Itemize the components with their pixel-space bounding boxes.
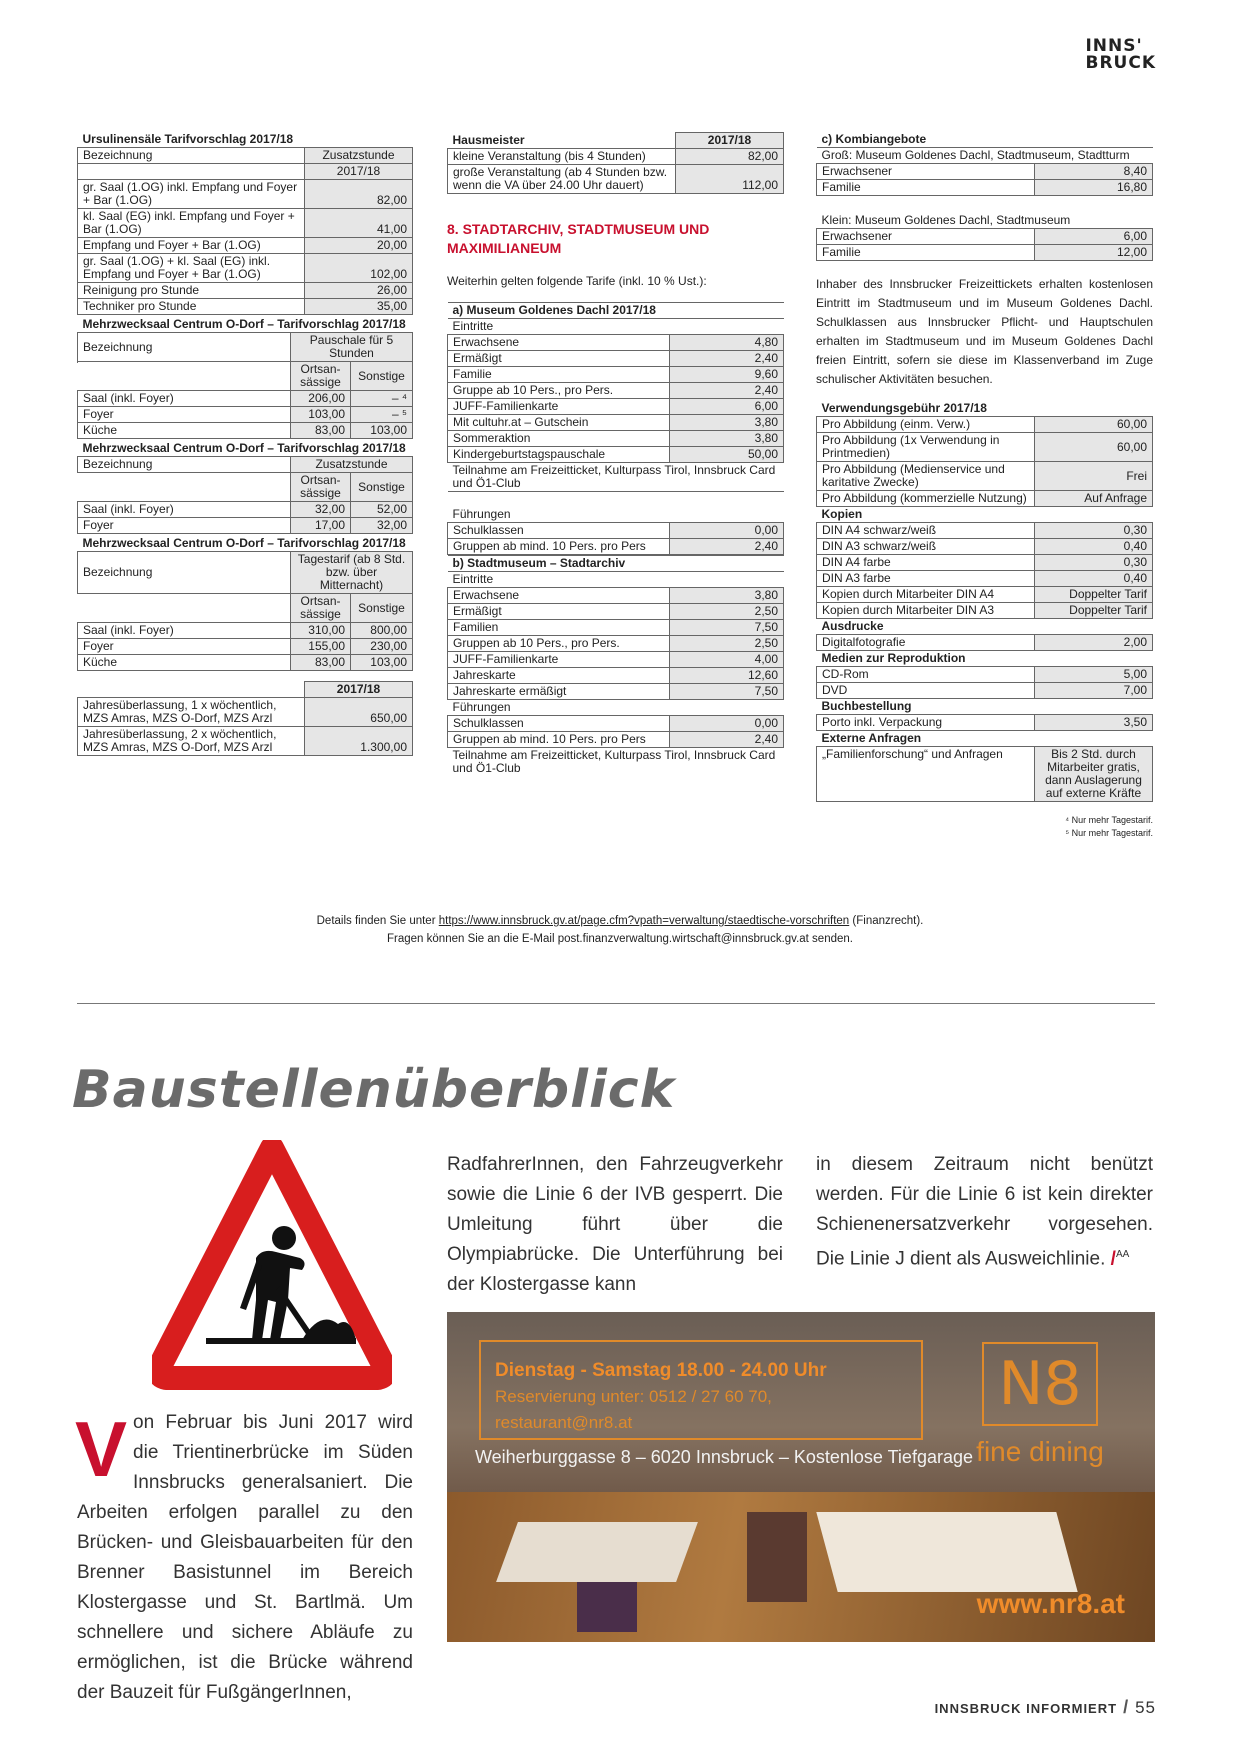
ad-table (816, 1512, 1077, 1592)
table-row: Empfang und Foyer + Bar (1.OG) 20,00 (78, 238, 413, 254)
table-row: Pro Abbildung (1x Verwendung in Printmedien) 60,00 (817, 433, 1153, 462)
ad-hours-box: Dienstag - Samstag 18.00 - 24.00 Uhr Reservierung unter: 0512 / 27 60 70, restaurant@nr8.at (479, 1340, 923, 1440)
table-row: Porto inkl. Verpackung 3,50 (817, 715, 1153, 731)
table-row: Pro Abbildung (kommerzielle Nutzung) Auf Anfrage (817, 491, 1153, 507)
table-row: Schulklassen 0,00 (448, 716, 784, 732)
article-col-3: in diesem Zeitraum nicht benützt werden. Für die Linie 6 ist kein direkter Schienenersatzverkehr vorgesehen. Die Linie J dient als Ausweichlinie. /$^{AA}$ (816, 1154, 1153, 1270)
table-row: Saal (inkl. Foyer) 206,00 – ⁴ (78, 391, 413, 407)
table-stadtmuseum: b) Stadtmuseum – Stadtarchiv Eintritte Erwachsene 3,80 Ermäßigt 2,50 Familien 7,50 Gruppen ab 10 Pers., pro Pers. 2,50 JUFF-Familienkarte 4,00 Jahreskarte 12,60 Jahreskarte ermäßigt 7,50 Führungen Schulklassen 0,00 Gruppen ab mind. 10 Pers. pro Pers 2,40 Teilnahme am Freizeitticket, Kulturpass Tirol, Innsbruck Card und Ö1-Club (447, 555, 784, 776)
table-mzs-zusatz: Mehrzwecksaal Centrum O-Dorf – Tarifvorschlag 2017/18 Bezeichnung Zusatzstunde Ortsan-sässige Sonstige Saal (inkl. Foyer) 32,00 52,00 Foyer 17,00 32,00 (77, 441, 413, 534)
table-row: Familie 12,00 (817, 245, 1153, 261)
table-row: Jahreskarte ermäßigt 7,50 (448, 684, 784, 700)
table-row: Familie 16,80 (817, 180, 1153, 196)
table-jahresueberlassung: 2017/18 Jahresüberlassung, 1 x wöchentlich, MZS Amras, MZS O-Dorf, MZS Arzl 650,00 Jahresüberlassung, 2 x wöchentlich, MZS Amras, MZS O-Dorf, MZS Arzl 1.300,00 (77, 681, 413, 756)
column-2 (447, 132, 784, 776)
table-row: Foyer 103,00 – ⁵ (78, 407, 413, 423)
table-row: Ermäßigt 2,50 (448, 604, 784, 620)
table-row: Gruppen ab 10 Pers., pro Pers. 2,50 (448, 636, 784, 652)
table-row: Saal (inkl. Foyer) 310,00 800,00 (78, 623, 413, 639)
table-row: kl. Saal (EG) inkl. Empfang und Foyer + Bar (1.OG) 41,00 (78, 209, 413, 238)
table-row: CD-Rom 5,00 (817, 667, 1153, 683)
table-row: Kindergeburtstagspauschale 50,00 (448, 447, 784, 463)
table-row: Foyer 17,00 32,00 (78, 518, 413, 534)
table-row: Saal (inkl. Foyer) 32,00 52,00 (78, 502, 413, 518)
table-row: kleine Veranstaltung (bis 4 Stunden) 82,00 (448, 149, 784, 165)
column-1 (77, 132, 413, 756)
table-row: Gruppen ab mind. 10 Pers. pro Pers 2,40 (448, 539, 784, 555)
ad-table (496, 1522, 698, 1582)
table-row: DIN A4 schwarz/weiß 0,30 (817, 523, 1153, 539)
table-row: DVD 7,00 (817, 683, 1153, 699)
ad-url[interactable]: www.nr8.at (976, 1588, 1125, 1619)
end-slash-icon: / (1110, 1248, 1116, 1270)
table-row: Reinigung pro Stunde 26,00 (78, 283, 413, 299)
dropcap: V (75, 1405, 128, 1493)
table-row: große Veranstaltung (ab 4 Stunden bzw. wenn die VA über 24.00 Uhr dauert) 112,00 (448, 165, 784, 194)
table-row: „Familienforschung“ und Anfragen Bis 2 Std. durch Mitarbeiter gratis, dann Auslagerung auf externe Kräfte (817, 747, 1153, 802)
table-mzs-tagestarif: Mehrzwecksaal Centrum O-Dorf – Tarifvorschlag 2017/18 Bezeichnung Tagestarif (ab 8 Std. bzw. über Mitternacht) Ortsan-sässige Sonstige Saal (inkl. Foyer) 310,00 800,00 Foyer 155,00 230,00 Küche 83,00 103,00 (77, 536, 413, 671)
section-intro: Weiterhin gelten folgende Tarife (inkl. 10 % Ust.): (447, 274, 707, 288)
freizeitticket-paragraph: Inhaber des Innsbrucker Freizeittickets erhalten kostenlosen Eintritt im Stadtmuseum und im Museum Goldenes Dachl. Schulklassen aus Innsbrucker Pflicht- und Hauptschulen erhalten im Stadtmuseum und im Museum Goldenes Dachl freien Eintritt, sofern sie diese im Klassenverband im Zuge schulischer Aktivitäten besuchen. (816, 277, 1153, 386)
table-row: Küche 83,00 103,00 (78, 423, 413, 439)
details-note: Details finden Sie unter https://www.innsbruck.gv.at/page.cfm?vpath=verwaltung/staedtische-vorschriften (Finanzrecht). Fragen können Sie an die E-Mail post.finanzverwaltung.wirtschaft@innsbruck.gv.at senden. (316, 915, 924, 945)
article-title: Baustellenüberblick (72, 1060, 676, 1120)
table-row: JUFF-Familienkarte 6,00 (448, 399, 784, 415)
table-row: Kopien durch Mitarbeiter DIN A4 Doppelter Tarif (817, 587, 1153, 603)
table-row: Familien 7,50 (448, 620, 784, 636)
section-title: 8. STADTARCHIV, STADTMUSEUM UND MAXIMILIANEUM (447, 221, 710, 256)
table-row: gr. Saal (1.OG) + kl. Saal (EG) inkl. Empfang und Foyer + Bar (1.OG) 102,00 (78, 254, 413, 283)
table-kombiangebote: c) Kombiangebote Groß: Museum Goldenes Dachl, Stadtmuseum, Stadtturm Erwachsener 8,40 Familie 16,80 Klein: Museum Goldenes Dachl, Stadtmuseum Erwachsener 6,00 Familie 12,00 (816, 132, 1153, 261)
footer-slash-icon: / (1123, 1697, 1130, 1717)
table-row: Schulklassen 0,00 (448, 523, 784, 539)
table-row: Erwachsener 6,00 (817, 229, 1153, 245)
table-row: Kopien durch Mitarbeiter DIN A3 Doppelter Tarif (817, 603, 1153, 619)
column-3 (816, 132, 1153, 840)
n8-logo: N8 fine dining (955, 1342, 1125, 1468)
table-row: DIN A3 farbe 0,40 (817, 571, 1153, 587)
footnotes: ⁴ Nur mehr Tagestarif. ⁵ Nur mehr Tagestarif. (1065, 815, 1153, 838)
table-row: Jahresüberlassung, 1 x wöchentlich, MZS Amras, MZS O-Dorf, MZS Arzl 650,00 (78, 698, 413, 727)
table-row: Gruppen ab mind. 10 Pers. pro Pers 2,40 (448, 732, 784, 748)
table-row: Jahreskarte 12,60 (448, 668, 784, 684)
table-row: Pro Abbildung (einm. Verw.) 60,00 (817, 417, 1153, 433)
table-row: gr. Saal (1.OG) inkl. Empfang und Foyer + Bar (1.OG) 82,00 (78, 180, 413, 209)
table-row: Digitalfotografie 2,00 (817, 635, 1153, 651)
table-row: Küche 83,00 103,00 (78, 655, 413, 671)
table-museum-goldenes-dachl: a) Museum Goldenes Dachl 2017/18 Eintritte Erwachsene 4,80 Ermäßigt 2,40 Familie 9,60 Gruppe ab 10 Pers., pro Pers. 2,40 JUFF-Familienkarte 6,00 Mit cultuhr.at – Gutschein 3,80 Sommeraktion 3,80 Kindergeburtstagspauschale 50,00 Teilnahme am Freizeitticket, Kulturpass Tirol, Innsbruck Card und Ö1-Club Führungen Schulklassen 0,00 Gruppen ab mind. 10 Pers. pro Pers 2,40 (447, 302, 784, 555)
table-row: DIN A4 farbe 0,30 (817, 555, 1153, 571)
article-col-1: Von Februar bis Juni 2017 wird die Trientinerbrücke im Süden Innsbrucks generalsaniert. Die Arbeiten erfolgen parallel zu den Brücken- und Gleisbauarbeiten für den Brenner Basistunnel im Bereich Klostergasse und St. Bartlmä. Um schnellere und sichere Abläufe zu ermöglichen, ist die Brücke während der Bauzeit für FußgängerInnen, (75, 1405, 413, 1703)
table-row: Jahresüberlassung, 2 x wöchentlich, MZS Amras, MZS O-Dorf, MZS Arzl 1.300,00 (78, 727, 413, 756)
table-mzs-pauschale: Mehrzwecksaal Centrum O-Dorf – Tarifvorschlag 2017/18 Bezeichnung Pauschale für 5 Stunden Ortsan-sässige Sonstige Saal (inkl. Foyer) 206,00 – ⁴ Foyer 103,00 – ⁵ Küche 83,00 103,00 (77, 317, 413, 439)
page-footer: INNSBRUCK INFORMIERT / 55 (934, 1697, 1156, 1717)
table-row: Foyer 155,00 230,00 (78, 639, 413, 655)
ad-chair (747, 1512, 807, 1602)
table-row: Techniker pro Stunde 35,00 (78, 299, 413, 315)
table-row: Familie 9,60 (448, 367, 784, 383)
table-row: JUFF-Familienkarte 4,00 (448, 652, 784, 668)
table-row: Erwachsener 8,40 (817, 164, 1153, 180)
table-ursulinensaele: Ursulinensäle Tarifvorschlag 2017/18 Bezeichnung Zusatzstunde 2017/18 gr. Saal (1.OG) inkl. Empfang und Foyer + Bar (1.OG) 82,00 kl. Saal (EG) inkl. Empfang und Foyer + Bar (1.OG) 41,00 Empfang und Foyer + Bar (1.OG) 20,00 gr. Saal (1.OG) + kl. Saal (EG) inkl. Empfang und Foyer + Bar (1.OG) 102,00 Reinigung pro Stunde 26,00 Techniker pro Stunde 35,00 (77, 132, 413, 315)
table-row: Mit cultuhr.at – Gutschein 3,80 (448, 415, 784, 431)
innsbruck-logo: INNS' BRUCK (1085, 36, 1156, 73)
article-col-2: RadfahrerInnen, den Fahrzeugverkehr sowie die Linie 6 der IVB gesperrt. Die Umleitung führt über die Olympiabrücke. Die Unterführung bei der Klostergasse kann (447, 1154, 783, 1295)
table-row: Ermäßigt 2,40 (448, 351, 784, 367)
details-link[interactable]: https://www.innsbruck.gv.at/page.cfm?vpath=verwaltung/staedtische-vorschriften (438, 915, 850, 927)
table-hausmeister: Hausmeister 2017/18 kleine Veranstaltung (bis 4 Stunden) 82,00 große Veranstaltung (ab 4 Stunden bzw. wenn die VA über 24.00 Uhr dauert) 112,00 (447, 132, 784, 194)
table-verwendungsgebuehr: Verwendungsgebühr 2017/18 Pro Abbildung (einm. Verw.) 60,00 Pro Abbildung (1x Verwendung in Printmedien) 60,00 Pro Abbildung (Medienservice und karitative Zwecke) Frei Pro Abbildung (kommerzielle Nutzung) Auf Anfrage Kopien DIN A4 schwarz/weiß 0,30 DIN A3 schwarz/weiß 0,40 DIN A4 farbe 0,30 DIN A3 farbe 0,40 Kopien durch Mitarbeiter DIN A4 Doppelter Tarif Kopien durch Mitarbeiter DIN A3 Doppelter Tarif Ausdrucke Digitalfotografie 2,00 Medien zur Reproduktion CD-Rom 5,00 DVD 7,00 Buchbestellung Porto inkl. Verpackung 3,50 Externe Anfragen „Familienforschung“ und Anfragen Bis 2 Std. durch Mitarbeiter gratis, dann Auslagerung auf externe Kräfte (816, 401, 1153, 802)
table-row: Erwachsene 4,80 (448, 335, 784, 351)
table-row: Pro Abbildung (Medienservice und karitative Zwecke) Frei (817, 462, 1153, 491)
table-row: Sommeraktion 3,80 (448, 431, 784, 447)
table-row: DIN A3 schwarz/weiß 0,40 (817, 539, 1153, 555)
table-row: Erwachsene 3,80 (448, 588, 784, 604)
divider (77, 1003, 1155, 1004)
construction-warning-sign-icon (152, 1140, 392, 1400)
table-row: Gruppe ab 10 Pers., pro Pers. 2,40 (448, 383, 784, 399)
ad-address: Weiherburggasse 8 – 6020 Innsbruck – Kostenlose Tiefgarage (475, 1447, 973, 1467)
nr8-advertisement[interactable] (447, 1312, 1155, 1642)
